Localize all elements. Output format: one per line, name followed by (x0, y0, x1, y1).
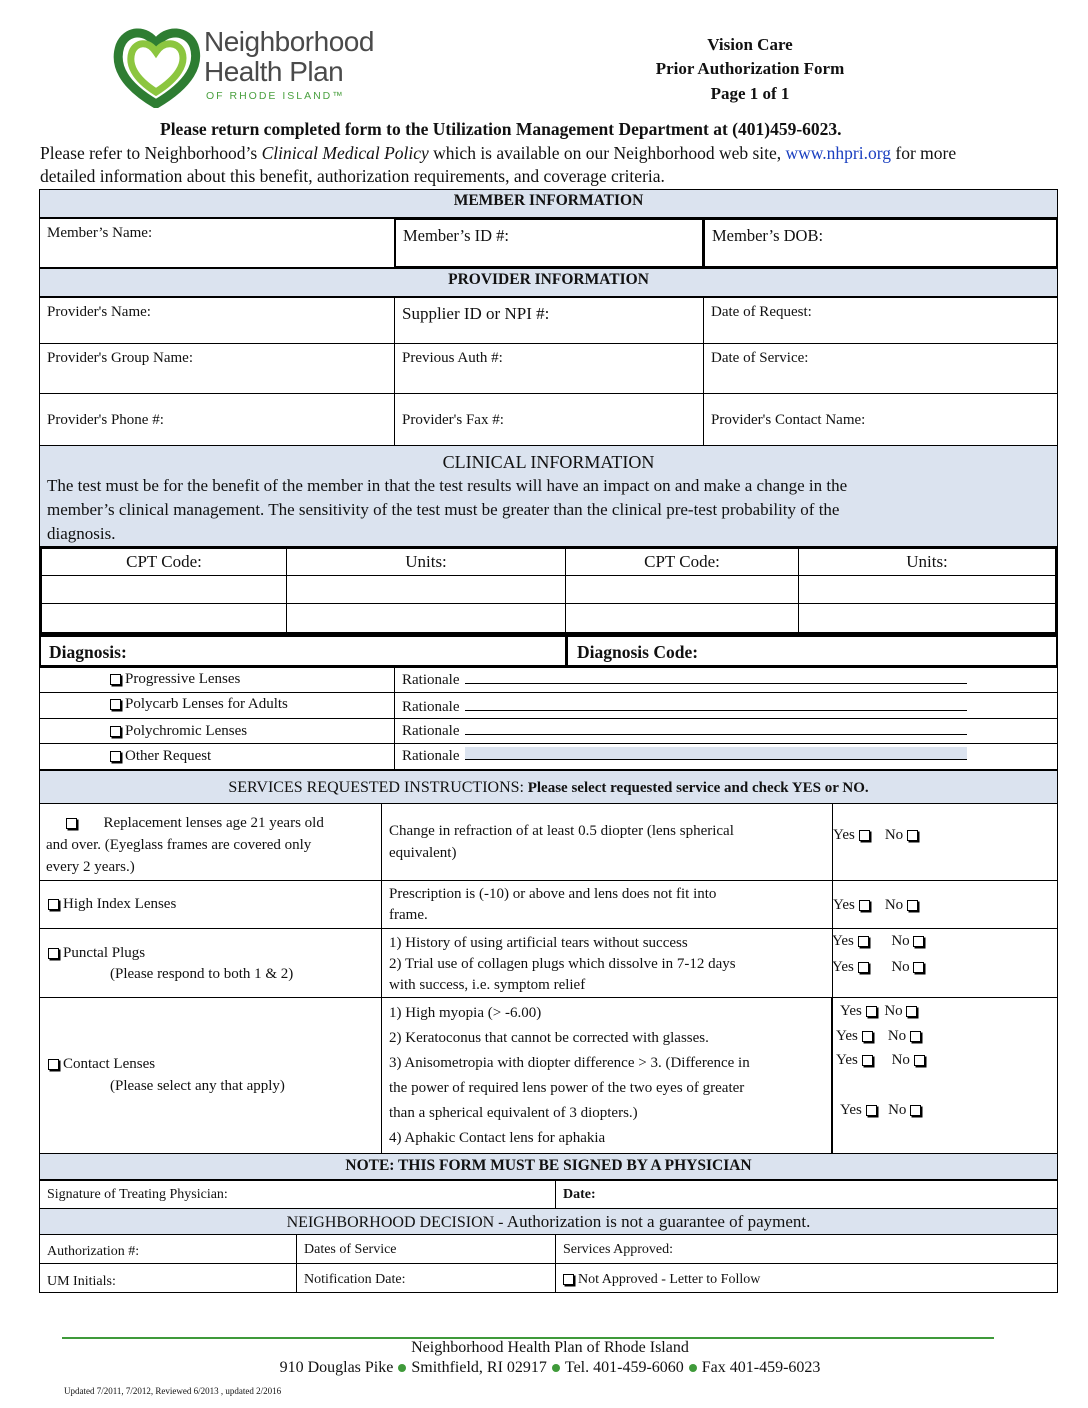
rationale-field[interactable] (394, 667, 1058, 693)
lens-option-progressive[interactable] (39, 667, 395, 693)
lens-option-other[interactable] (39, 743, 395, 770)
clinical-info-section (39, 445, 1058, 547)
yes-label: Yes (836, 1028, 858, 1044)
cpt-code-input[interactable] (565, 603, 799, 633)
form-subtitle: Prior Authorization Form (655, 59, 845, 78)
punctal-label: Punctal Plugs (63, 945, 146, 961)
contact-criteria-2: 2) Keratoconus that cannot be corrected with glasses. (389, 1030, 709, 1046)
no-label: No (891, 1052, 910, 1068)
lens-option-polycarb[interactable] (39, 692, 395, 719)
lens-option-polychromic[interactable] (39, 718, 395, 744)
previous-auth-field[interactable]: Previous Auth #: (394, 343, 704, 394)
checkbox-icon[interactable] (48, 1059, 59, 1070)
yes-no-group (840, 1003, 921, 1020)
diagnosis-code-field[interactable]: Diagnosis Code: (566, 635, 1058, 667)
checkbox-icon[interactable] (110, 674, 121, 685)
no-checkbox[interactable] (914, 1055, 925, 1066)
signature-date-field[interactable]: Date: (555, 1180, 1058, 1209)
service-criteria-punctal (381, 928, 833, 998)
provider-group-field[interactable]: Provider's Group Name: (39, 343, 395, 394)
no-checkbox[interactable] (906, 1006, 917, 1017)
units-header-1: Units: (286, 548, 566, 576)
yes-label: Yes (840, 1102, 862, 1118)
yes-checkbox[interactable] (866, 1006, 877, 1017)
bullet-icon (398, 1364, 406, 1372)
lens-option-label: Other Request (125, 748, 212, 764)
date-of-request-field[interactable]: Date of Request: (703, 297, 1058, 344)
footer-street: 910 Douglas Pike (279, 1359, 394, 1376)
yes-no-group (840, 1102, 925, 1119)
footer-fax: Fax 401-459-6023 (701, 1359, 821, 1376)
no-label: No (891, 959, 910, 975)
revision-note: Updated 7/2011, 7/2012, Reviewed 6/2013 , updated 2/2016 (64, 1386, 282, 1396)
contact-criteria-4: 4) Aphakic Contact lens for aphakia (389, 1130, 606, 1146)
notification-date-field[interactable]: Notification Date: (296, 1263, 556, 1293)
refraction-text-b: equivalent) (389, 845, 457, 861)
units-header-2: Units: (798, 548, 1056, 576)
prescription-text-b: frame. (389, 907, 428, 923)
no-label: No (887, 1028, 907, 1044)
contact-criteria-1: 1) High myopia (> -6.00) (389, 1005, 542, 1021)
units-input[interactable] (286, 575, 566, 604)
yes-label: Yes (832, 959, 854, 975)
logo-text-line3: OF RHODE ISLAND™ (206, 90, 345, 102)
clinical-text-line2: member’s clinical management. The sensitivity of the test must be greater than the clinical pre-test probability of the (47, 500, 840, 519)
yes-no-cell (831, 997, 1058, 1154)
no-label: No (891, 933, 910, 949)
yes-no-group (832, 933, 928, 950)
service-replacement-lenses (39, 803, 382, 881)
contact-criteria-3c: than a spherical equivalent of 3 diopters.) (389, 1105, 638, 1121)
authorization-number-field[interactable]: Authorization #: (39, 1234, 297, 1264)
policy-reference (40, 143, 956, 164)
punctal-criteria-1: 1) History of using artificial tears without success (389, 935, 688, 951)
yes-label: Yes (840, 1003, 862, 1019)
yes-no-group (832, 959, 928, 976)
replacement-text-b: and over. (Eyeglass frames are covered only (46, 837, 312, 853)
form-title: Vision Care (707, 35, 793, 54)
yes-label: Yes (832, 933, 854, 949)
no-label: No (884, 897, 904, 913)
replacement-text-c: every 2 years.) (46, 859, 135, 875)
cpt-code-input[interactable] (565, 575, 799, 604)
yes-label: Yes (833, 897, 855, 913)
policy-reference-line2: detailed information about this benefit, authorization requirements, and coverage criteria. (40, 166, 665, 186)
policy-text-a: Please refer to Neighborhood’s (40, 143, 262, 163)
yes-checkbox[interactable] (858, 962, 869, 973)
policy-name: Clinical Medical Policy (261, 143, 429, 163)
supplier-id-field[interactable]: Supplier ID or NPI #: (394, 297, 704, 344)
no-checkbox[interactable] (910, 1105, 921, 1116)
checkbox-icon[interactable] (66, 818, 77, 829)
service-criteria-prescription (381, 880, 833, 929)
no-label: No (888, 1102, 907, 1118)
yes-no-group (836, 1028, 925, 1045)
contact-note: (Please select any that apply) (110, 1078, 285, 1094)
units-input[interactable] (798, 603, 1056, 633)
provider-fax-field[interactable]: Provider's Fax #: (394, 393, 704, 446)
units-input[interactable] (286, 603, 566, 633)
bullet-icon (552, 1364, 560, 1372)
service-high-index (39, 880, 382, 929)
provider-phone-field[interactable]: Provider's Phone #: (39, 393, 395, 446)
member-dob-field[interactable]: Member’s DOB: (703, 218, 1058, 268)
no-checkbox[interactable] (913, 962, 924, 973)
yes-no-group (833, 897, 922, 914)
replacement-text-a: Replacement lenses age 21 years old (103, 815, 324, 831)
not-approved-label: Not Approved - Letter to Follow (578, 1272, 761, 1287)
rationale-label: Rationale (402, 672, 460, 688)
contact-label: Contact Lenses (63, 1056, 156, 1072)
signature-note: NOTE: THIS FORM MUST BE SIGNED BY A PHYSICIAN (39, 1153, 1058, 1180)
member-id-field[interactable]: Member’s ID #: (394, 218, 704, 268)
checkbox-icon[interactable] (563, 1274, 574, 1285)
punctal-criteria-2b: with success, i.e. symptom relief (389, 977, 586, 993)
units-input[interactable] (798, 575, 1056, 604)
cpt-code-input[interactable] (41, 603, 287, 633)
yes-checkbox[interactable] (862, 1031, 873, 1042)
no-label: No (884, 827, 904, 843)
bullet-icon (689, 1364, 697, 1372)
cpt-code-input[interactable] (41, 575, 287, 604)
punctal-criteria-2a: 2) Trial use of collagen plugs which dissolve in 7-12 days (389, 956, 736, 972)
service-punctal-plugs (39, 928, 382, 998)
contact-line-a (48, 1053, 373, 1075)
yes-no-group (836, 1052, 929, 1069)
logo-text-line2: Health Plan (204, 56, 344, 87)
member-name-field[interactable]: Member’s Name: (39, 218, 395, 268)
contact-criteria-3b: the power of required lens power of the two eyes of greater (389, 1080, 745, 1096)
rationale-label: Rationale (402, 748, 460, 764)
refraction-text-a: Change in refraction of at least 0.5 diopter (lens spherical (389, 823, 734, 839)
yes-checkbox[interactable] (858, 936, 869, 947)
rationale-field[interactable] (394, 692, 1058, 719)
yes-checkbox[interactable] (859, 830, 870, 841)
no-label: No (884, 1003, 903, 1019)
logo-text-line1: Neighborhood (204, 26, 374, 57)
policy-text-b: which is available on our Neighborhood web site, (428, 143, 782, 163)
decision-heading-note: Authorization is not a guarantee of payment. (503, 1212, 811, 1231)
rationale-field[interactable] (394, 743, 1058, 770)
provider-contact-field[interactable]: Provider's Contact Name: (703, 393, 1058, 446)
diagnosis-field[interactable]: Diagnosis: (39, 635, 567, 667)
checkbox-icon[interactable] (48, 948, 59, 959)
logo (112, 24, 412, 108)
lens-option-label: Polycarb Lenses for Adults (125, 696, 288, 712)
date-of-service-field[interactable]: Date of Service: (703, 343, 1058, 394)
page-number: Page 1 of 1 (710, 84, 790, 103)
punctal-line-a (48, 943, 373, 964)
cpt-code-header-2: CPT Code: (565, 548, 799, 576)
yes-checkbox[interactable] (859, 900, 870, 911)
service-criteria-refraction (381, 803, 833, 881)
clinical-text-line3: diagnosis. (47, 524, 116, 543)
physician-signature-field[interactable]: Signature of Treating Physician: (39, 1180, 556, 1209)
service-criteria-contact (381, 997, 833, 1154)
services-heading-instruction: Please select requested service and check YES or NO. (523, 780, 869, 796)
prescription-text-a: Prescription is (-10) or above and lens does not fit into (389, 886, 717, 902)
clinical-info-heading: CLINICAL INFORMATION (442, 452, 655, 472)
rationale-line[interactable] (465, 698, 967, 711)
yes-checkbox[interactable] (862, 1055, 873, 1066)
clinical-text-line1: The test must be for the benefit of the member in that the test results will have an impact on and make a change in the (47, 476, 848, 495)
high-index-label: High Index Lenses (63, 896, 177, 912)
website-link[interactable]: www.nhpri.org (785, 143, 892, 163)
lens-option-label: Progressive Lenses (125, 671, 241, 687)
yes-label: Yes (833, 827, 855, 843)
services-approved-field[interactable]: Services Approved: (555, 1234, 1058, 1264)
checkbox-icon[interactable] (110, 699, 121, 710)
punctal-note: (Please respond to both 1 & 2) (110, 966, 294, 982)
no-checkbox[interactable] (910, 1031, 921, 1042)
checkbox-icon[interactable] (110, 726, 121, 737)
checkbox-icon[interactable] (110, 751, 121, 762)
checkbox-icon[interactable] (48, 899, 59, 910)
no-checkbox[interactable] (907, 900, 918, 911)
no-checkbox[interactable] (907, 830, 918, 841)
return-instruction: Please return completed form to the Utilization Management Department at (401)459-6023. (160, 119, 842, 139)
rationale-line[interactable] (465, 747, 967, 760)
heart-logo-icon (112, 26, 202, 108)
rationale-field[interactable] (394, 718, 1058, 744)
decision-heading-title: NEIGHBORHOOD DECISION - (286, 1214, 504, 1231)
not-approved-option[interactable] (555, 1263, 1058, 1293)
no-checkbox[interactable] (913, 936, 924, 947)
policy-text-c: for more (891, 143, 957, 163)
footer-city: Smithfield, RI 02917 (411, 1359, 547, 1376)
um-initials-field[interactable]: UM Initials: (39, 1263, 297, 1293)
lens-option-label: Polychromic Lenses (125, 723, 248, 739)
yes-label: Yes (836, 1052, 858, 1068)
footer-phone: Tel. 401-459-6060 (564, 1359, 684, 1376)
cpt-code-header-1: CPT Code: (41, 548, 287, 576)
rationale-line[interactable] (465, 671, 967, 684)
contact-criteria-3a: 3) Anisometropia with diopter difference > 3. (Difference in (389, 1055, 750, 1071)
yes-no-group (833, 827, 922, 844)
rationale-label: Rationale (402, 723, 460, 739)
decision-heading (39, 1208, 1058, 1235)
dates-of-service-field[interactable]: Dates of Service (296, 1234, 556, 1264)
provider-name-field[interactable]: Provider's Name: (39, 297, 395, 344)
services-heading-title: SERVICES REQUESTED INSTRUCTIONS: (228, 779, 524, 796)
service-contact-lenses (39, 997, 382, 1154)
member-info-heading: MEMBER INFORMATION (39, 189, 1058, 218)
provider-info-heading: PROVIDER INFORMATION (39, 268, 1058, 297)
footer-org: Neighborhood Health Plan of Rhode Island (411, 1339, 689, 1356)
rationale-label: Rationale (402, 699, 460, 715)
replacement-line-a (46, 812, 375, 834)
footer-address (0, 1359, 1088, 1377)
rationale-line[interactable] (465, 722, 967, 735)
services-heading (39, 770, 1058, 804)
yes-checkbox[interactable] (866, 1105, 877, 1116)
